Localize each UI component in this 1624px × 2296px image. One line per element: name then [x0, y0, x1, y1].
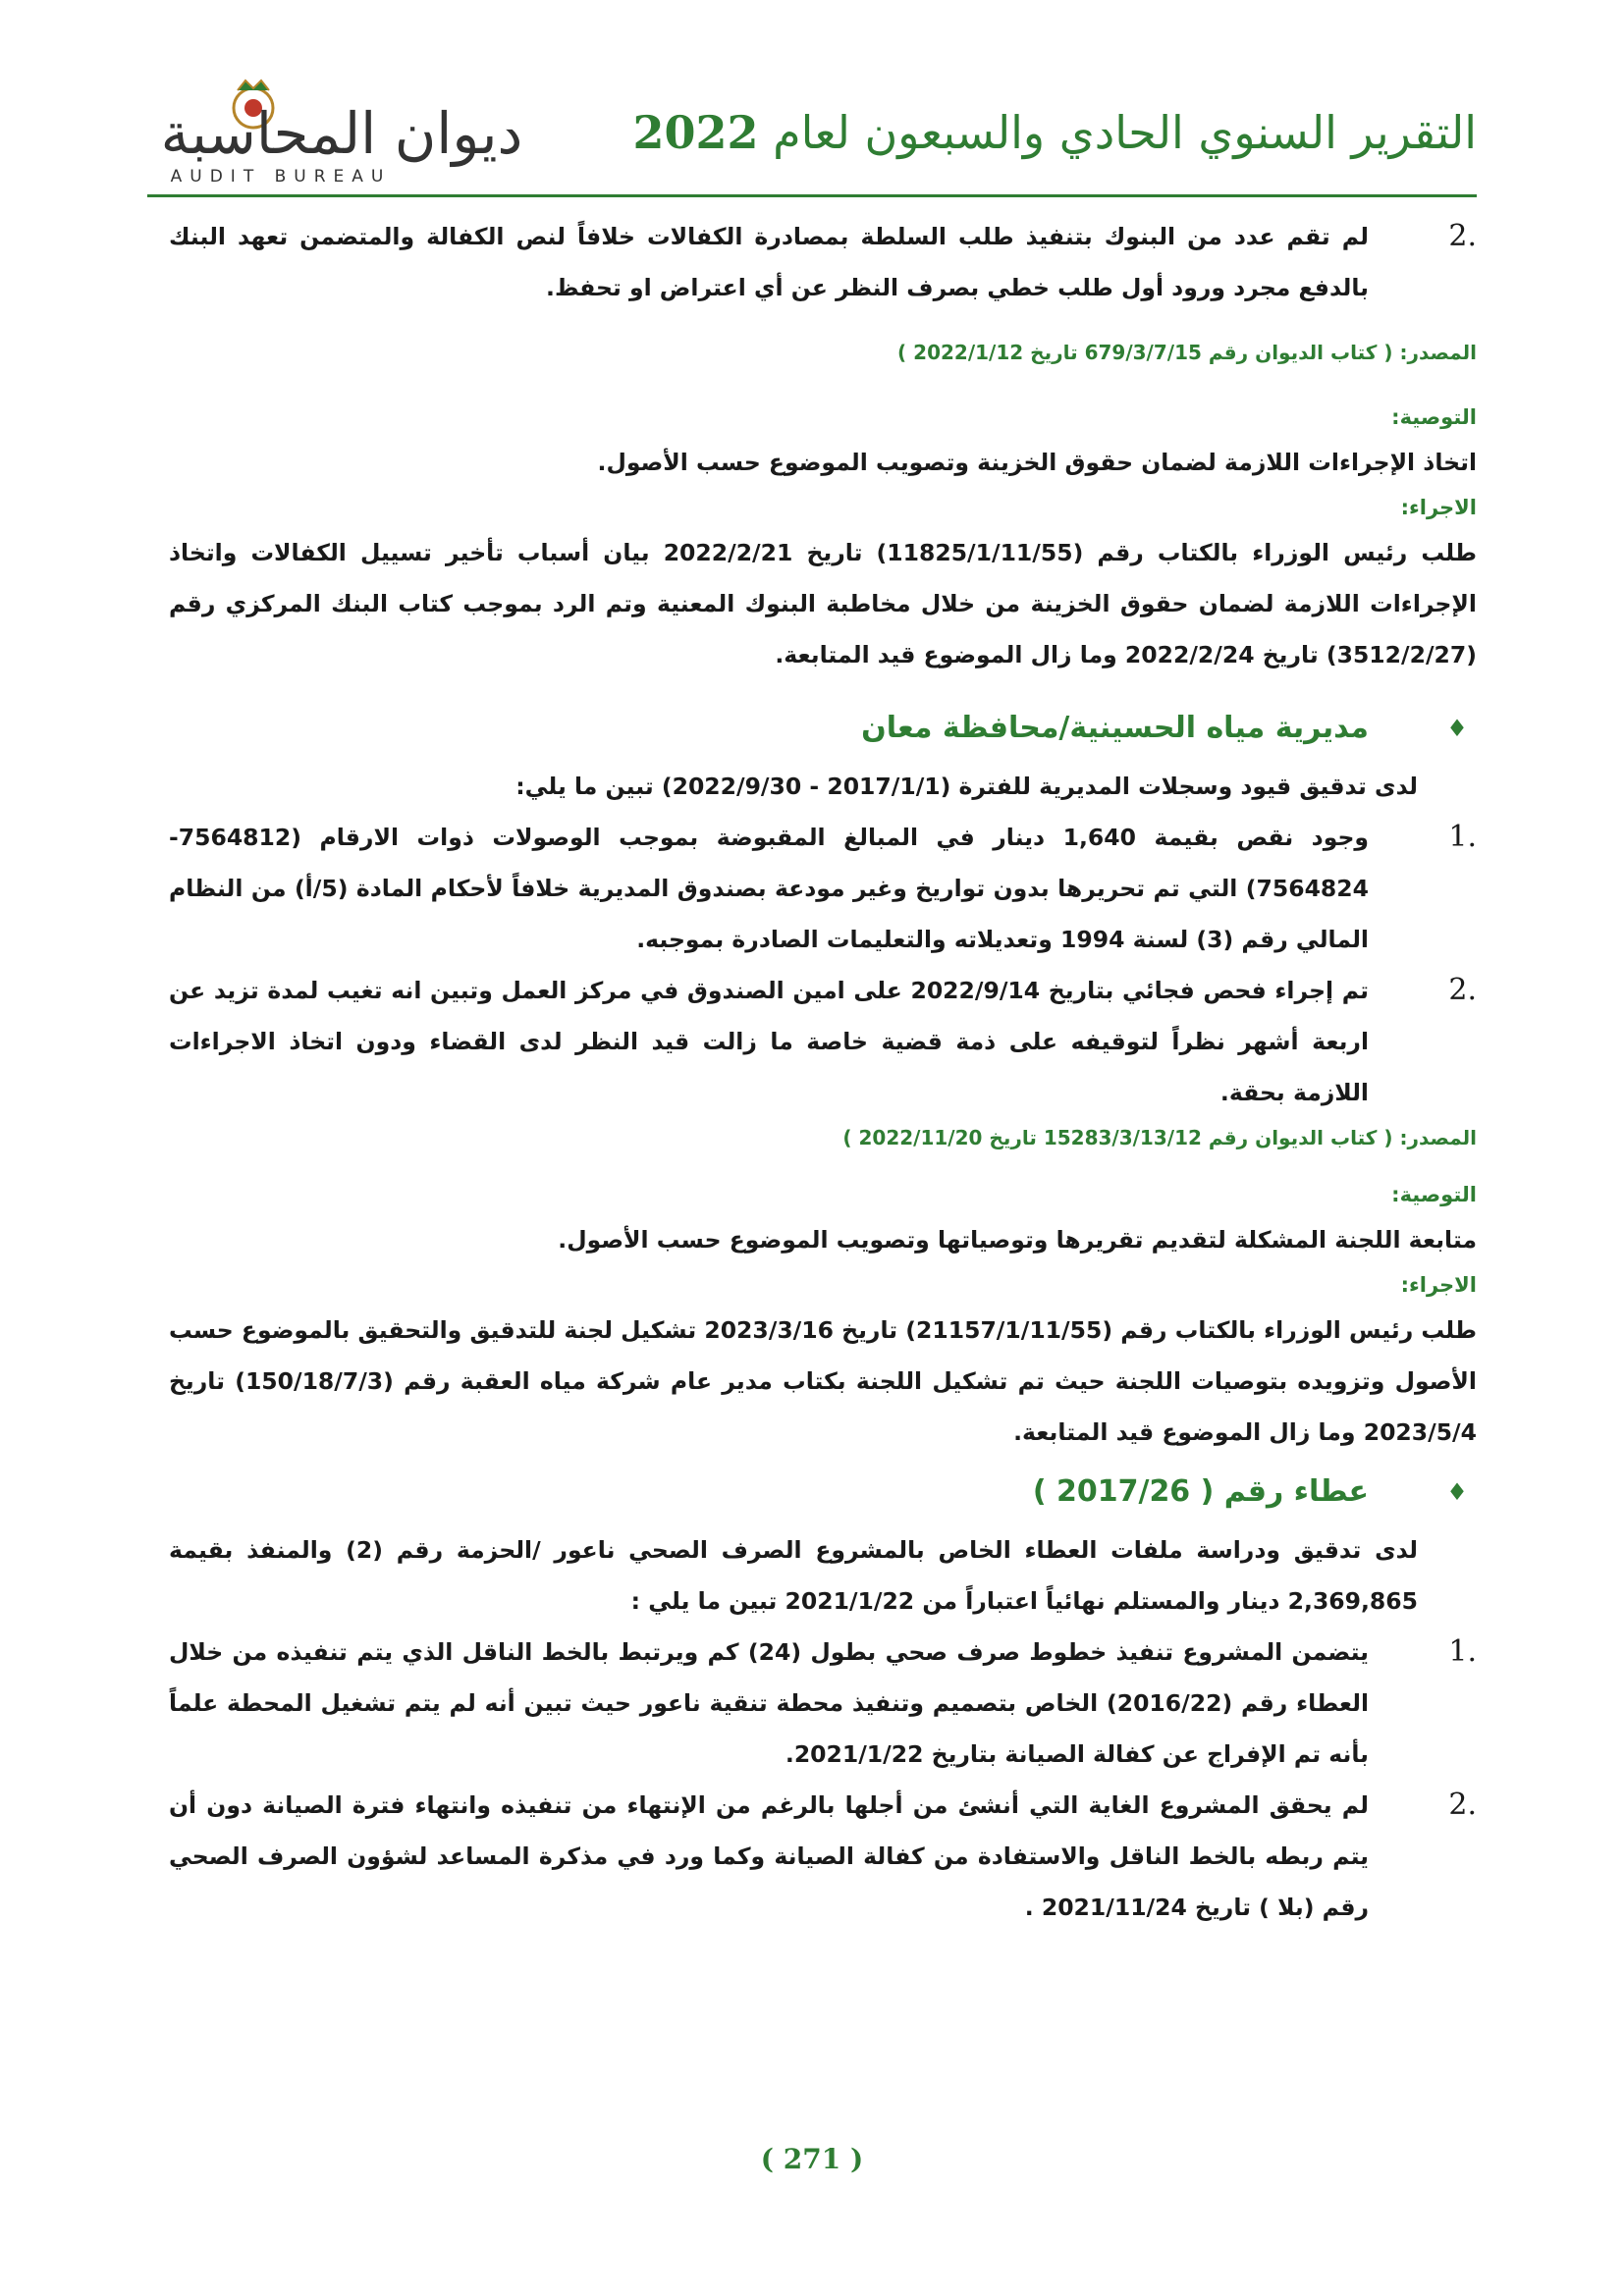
report-year: 2022	[632, 106, 759, 159]
finding-item	[169, 1627, 1477, 1780]
item-number: .2	[1448, 973, 1477, 1007]
diamond-bullet-icon: ♦	[1446, 1478, 1468, 1506]
section-intro: لدى تدقيق ودراسة ملفات العطاء الخاص بالمشروع الصرف الصحي ناعور /الحزمة رقم (2) والمنفذ بقيمة 2,369,865 دينار والمستلم نهائياً اعتباراً من 2021/1/22 تبين ما يلي :	[169, 1536, 1418, 1615]
recommendation-text: متابعة اللجنة المشكلة لتقديم تقريرها وتوصياتها وتصويب الموضوع حسب الأصول.	[558, 1226, 1477, 1254]
report-title	[632, 106, 1477, 159]
finding-item	[169, 211, 1477, 313]
item-number: .1	[1448, 820, 1477, 854]
finding-item	[169, 965, 1477, 1118]
section-title: عطاء رقم ( 2017/26 )	[1032, 1474, 1369, 1509]
recommendation-label: التوصية:	[1391, 1183, 1477, 1206]
source-reference: المصدر: ( كتاب الديوان رقم 679/3/7/15 تاريخ 2022/1/12 )	[897, 341, 1477, 364]
item-text: وجود نقص بقيمة 1,640 دينار في المبالغ المقبوضة بموجب الوصولات ذوات الارقام (7564812-7564824) التي تم تحريرها بدون تواريخ وغير مودعة بصندوق المديرية خلافاً لأحكام المادة (5/أ) من النظام المالي رقم (3) لسنة 1994 وتعديلاته والتعليمات الصادرة بموجبه.	[169, 824, 1369, 953]
recommendation-label: التوصية:	[1391, 405, 1477, 429]
section-heading	[169, 1464, 1477, 1524]
page-content	[169, 211, 1477, 1933]
item-text: يتضمن المشروع تنفيذ خطوط صرف صحي بطول (24) كم ويرتبط بالخط الناقل الذي يتم تنفيذه من خلال العطاء رقم (2016/22) الخاص بتصميم وتنفيذ محطة تنقية ناعور حيث تبين أنه لم يتم تشغيل المحطة علماً بأنه تم الإفراج عن كفالة الصيانة بتاريخ 2021/1/22.	[169, 1638, 1369, 1768]
item-number: .2	[1448, 219, 1477, 253]
action-text: طلب رئيس الوزراء بالكتاب رقم (21157/1/11/55) تاريخ 2023/3/16 تشكيل لجنة للتدقيق والتحقيق بالموضوع حسب الأصول وتزويده بتوصيات اللجنة حيث تم تشكيل اللجنة بكتاب مدير عام شركة مياه العقبة رقم (150/18/7/3) تاريخ 2023/5/4 وما زال الموضوع قيد المتابعة.	[169, 1316, 1478, 1446]
logo-text: ديوان المحاسبة	[160, 100, 523, 167]
finding-item	[169, 1780, 1477, 1933]
page-number: ( 271 )	[760, 2143, 864, 2175]
item-text: تم إجراء فحص فجائي بتاريخ 2022/9/14 على امين الصندوق في مركز العمل وتبين انه تغيب لمدة تزيد عن اربعة أشهر نظراً لتوقيفه على ذمة قضية خاصة ما زالت قيد النظر لدى القضاء ودون اتخاذ الاجراءات اللازمة بحقة.	[169, 977, 1370, 1106]
recommendation-text: اتخاذ الإجراءات اللازمة لضمان حقوق الخزينة وتصويب الموضوع حسب الأصول.	[597, 449, 1477, 476]
report-title-text: التقرير السنوي الحادي والسبعون لعام	[773, 106, 1477, 159]
logo-text-en: AUDIT BUREAU	[170, 167, 392, 187]
section-title: مديرية مياه الحسينية/محافظة معان	[861, 711, 1369, 745]
action-text: طلب رئيس الوزراء بالكتاب رقم (11825/1/11/55) تاريخ 2022/2/21 بيان أسباب تأخير تسييل الكفالات واتخاذ الإجراءات اللازمة لضمان حقوق الخزينة من خلال مخاطبة البنوك المعنية وتم الرد بموجب كتاب البنك المركزي رقم (3512/2/27) تاريخ 2022/2/24 وما زال الموضوع قيد المتابعة.	[169, 539, 1477, 668]
item-text: لم تقم عدد من البنوك بتنفيذ طلب السلطة بمصادرة الكفالات خلافاً لنص الكفالة والمتضمن تعهد البنك بالدفع مجرد ورود أول طلب خطي بصرف النظر عن أي اعتراض او تحفظ.	[169, 223, 1369, 301]
item-number: .1	[1448, 1634, 1477, 1669]
item-number: .2	[1448, 1788, 1477, 1822]
source-reference: المصدر: ( كتاب الديوان رقم 15283/3/13/12 تاريخ 2022/11/20 )	[842, 1126, 1477, 1149]
finding-item	[169, 812, 1477, 965]
section-heading	[169, 700, 1477, 761]
action-label: الاجراء:	[1400, 1273, 1477, 1297]
section-intro: لدى تدقيق قيود وسجلات المديرية للفترة (2017/1/1 - 2022/9/30) تبين ما يلي:	[515, 773, 1418, 800]
diamond-bullet-icon: ♦	[1446, 715, 1468, 742]
item-text: لم يحقق المشروع الغاية التي أنشئ من أجلها بالرغم من الإنتهاء من تنفيذه وانتهاء فترة الصيانة دون أن يتم ربطه بالخط الناقل والاستفادة من كفالة الصيانة وكما ورد في مذكرة المساعد لشؤون الصرف الصحي رقم (بلا ) تاريخ 2021/11/24 .	[169, 1791, 1369, 1921]
header-divider	[147, 194, 1477, 197]
action-label: الاجراء:	[1400, 496, 1477, 519]
